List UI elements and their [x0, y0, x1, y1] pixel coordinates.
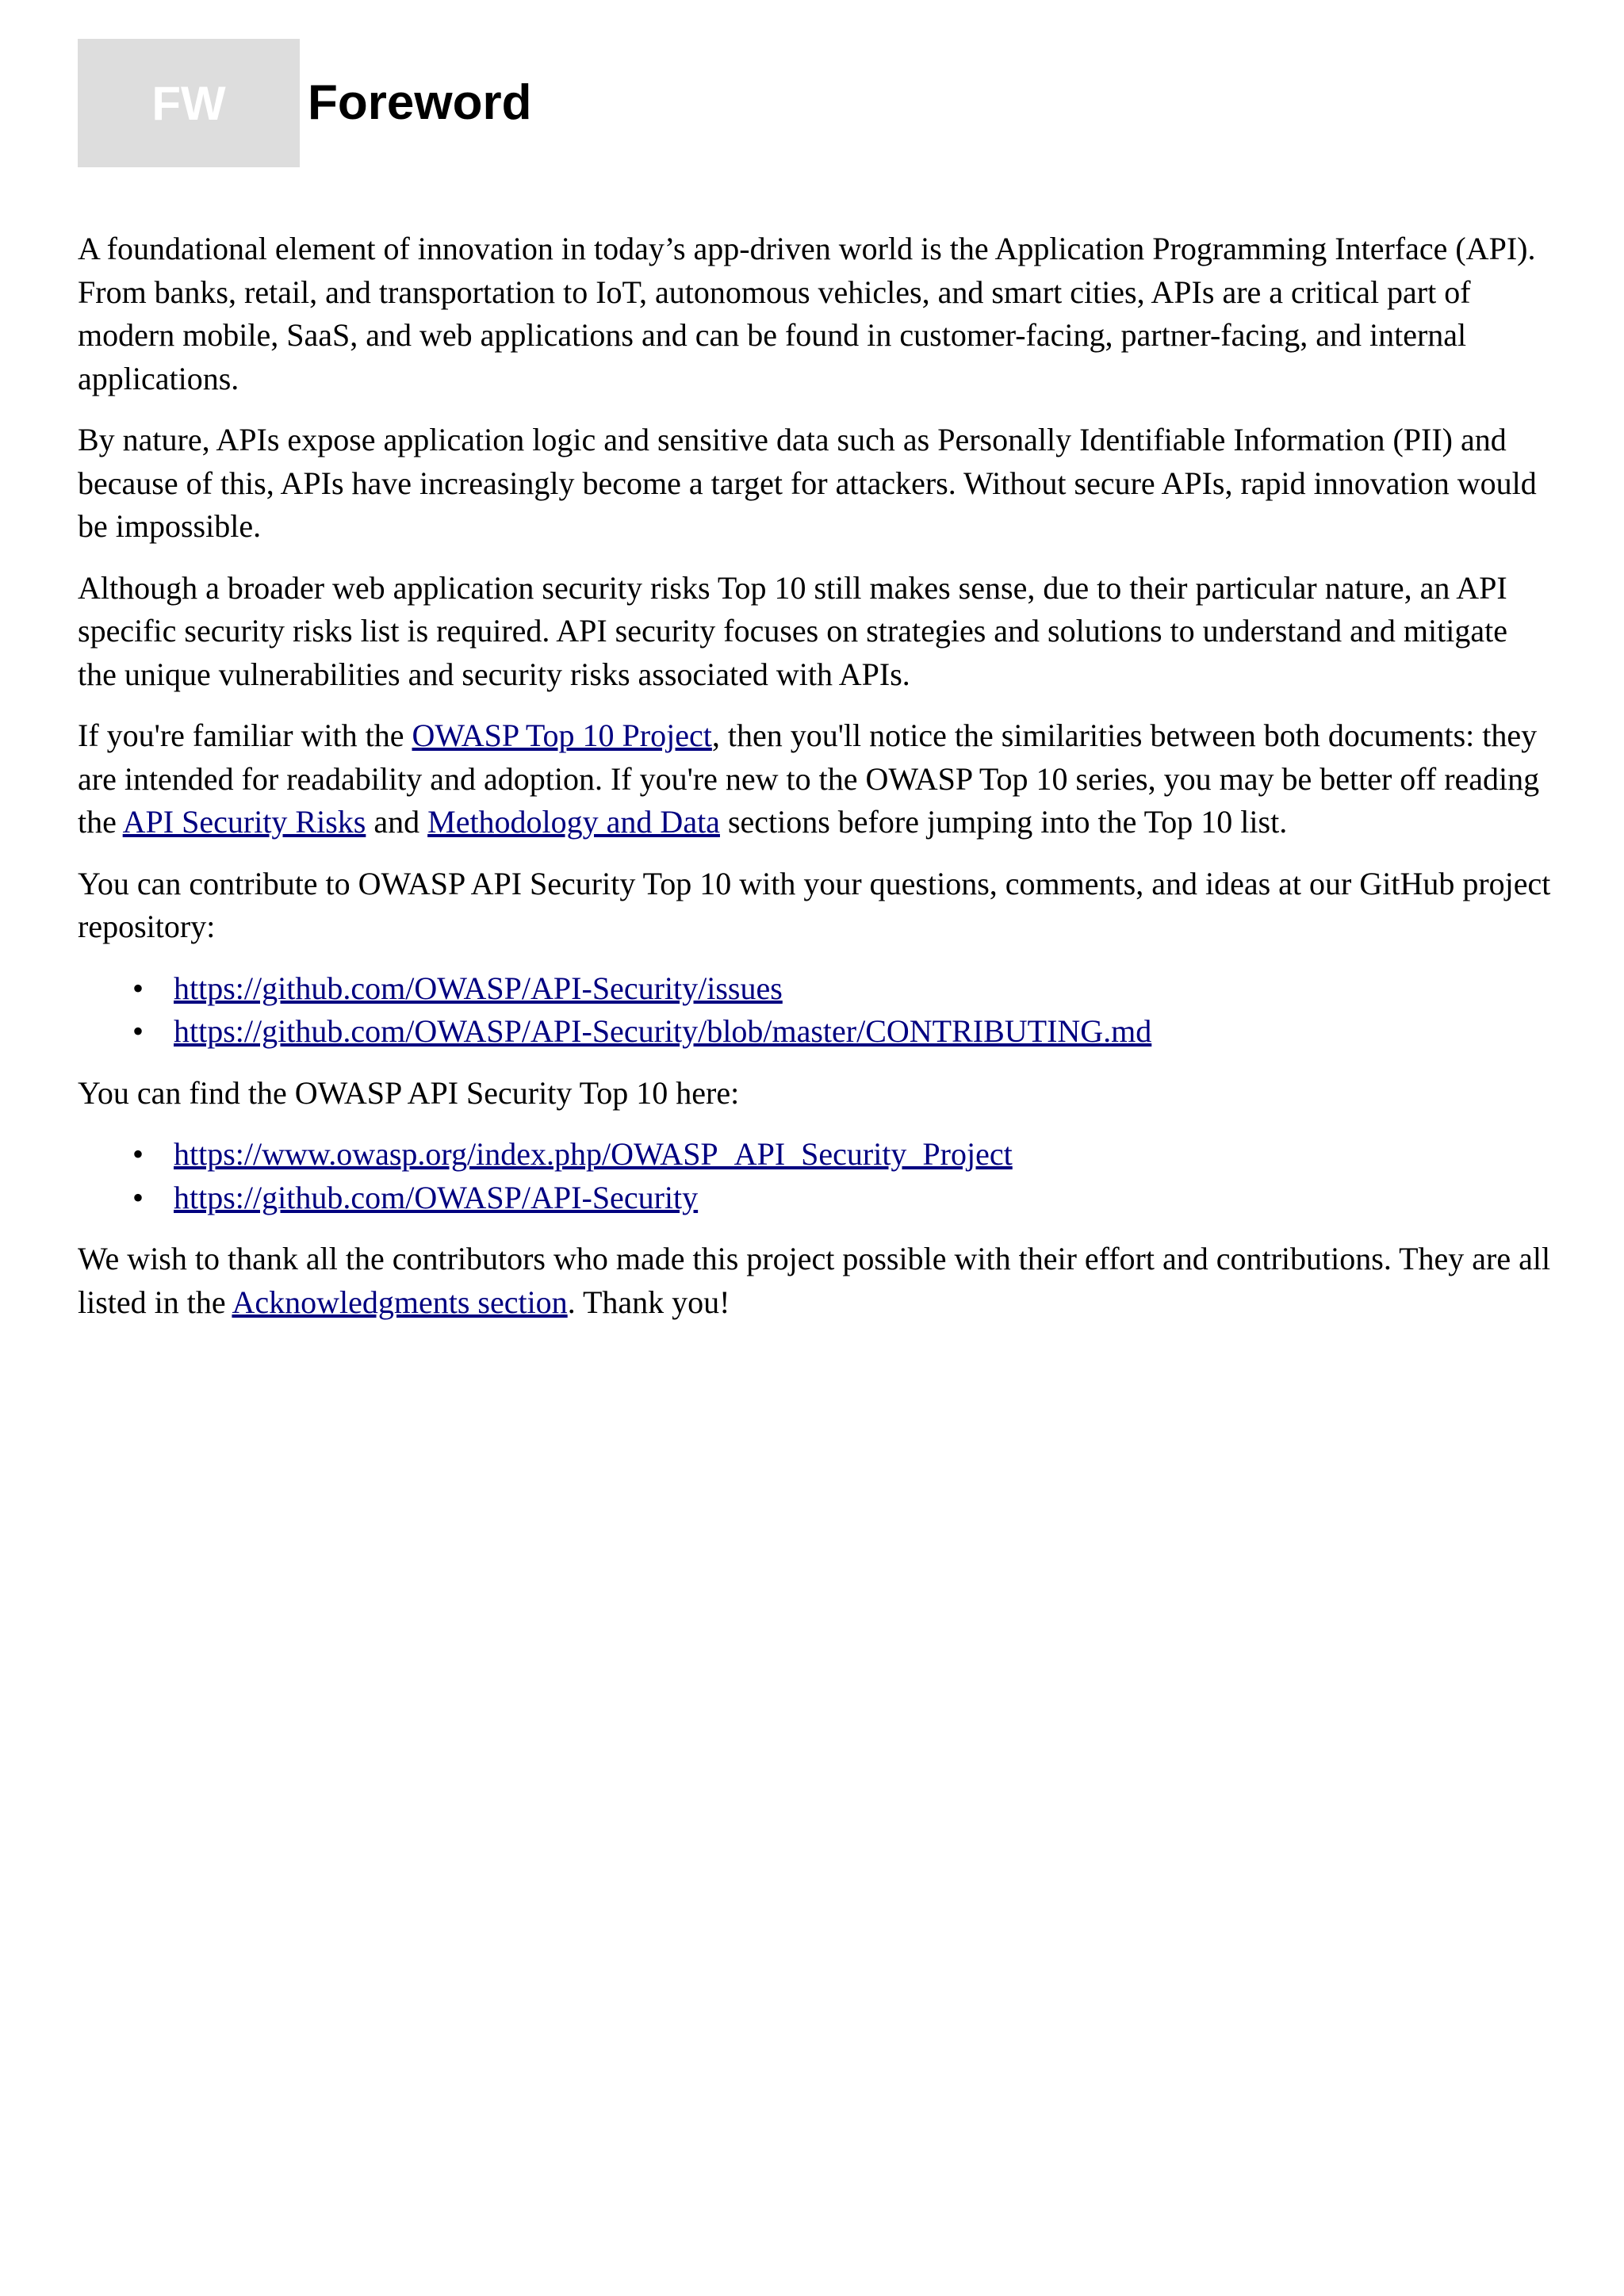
text-segment: and [366, 804, 428, 840]
bullet-icon: • [132, 1136, 144, 1172]
owasp-project-page-link[interactable]: https://www.owasp.org/index.php/OWASP_API_Security_Project [174, 1136, 1013, 1172]
bullet-icon: • [132, 1179, 144, 1215]
bullet-icon: • [132, 1013, 144, 1049]
text-segment: , then you'll notice the similarities between both documents: they are intended for readability and adoption. If you're new to the OWASP Top 10 series, you may be better off reading the [78, 718, 1540, 840]
github-contributing-link[interactable]: https://github.com/OWASP/API-Security/blob/master/CONTRIBUTING.md [174, 1013, 1152, 1049]
document-page [78, 39, 1553, 1342]
github-issues-link[interactable]: https://github.com/OWASP/API-Security/issues [174, 970, 783, 1006]
text-segment: sections before jumping into the Top 10 list. [719, 804, 1288, 840]
contribute-link-list [78, 967, 1553, 1054]
acknowledgments-link[interactable]: Acknowledgments section [232, 1284, 568, 1320]
paragraph-api-specific: Although a broader web application security risks Top 10 still makes sense, due to their particular nature, an API specific security risks list is required. API security focuses on strategies and solutions to understand and mitigate the unique vulnerabilities and security risks associated with APIs. [78, 569, 1507, 692]
section-badge: FW [78, 39, 300, 167]
paragraph-thanks [78, 1238, 1553, 1324]
github-repo-link[interactable]: https://github.com/OWASP/API-Security [174, 1179, 699, 1215]
paragraph-contribute: You can contribute to OWASP API Security Top 10 with your questions, comments, and ideas at our GitHub project repository: [78, 865, 1551, 944]
list-item [132, 967, 1553, 1011]
list-item [132, 1010, 1553, 1054]
paragraph-api-nature: By nature, APIs expose application logic and sensitive data such as Personally Identifiable Information (PII) and because of this, APIs have increasingly become a target for attackers. Without secure APIs, rapid innovation would be impossible. [78, 422, 1537, 544]
text-segment: If you're familiar with the [78, 718, 412, 753]
paragraph-intro: A foundational element of innovation in today’s app-driven world is the Application Programming Interface (API). From banks, retail, and transportation to IoT, autonomous vehicles, and smart cities, APIs are a critical part of modern mobile, SaaS, and web applications and can be found in customer-facing, partner-facing, and internal applications. [78, 231, 1536, 396]
paragraph-find: You can find the OWASP API Security Top 10 here: [78, 1074, 740, 1111]
owasp-top10-project-link[interactable]: OWASP Top 10 Project [412, 718, 712, 753]
document-body [78, 228, 1553, 1324]
list-item [132, 1133, 1553, 1177]
find-link-list [78, 1133, 1553, 1219]
methodology-and-data-link[interactable]: Methodology and Data [427, 804, 720, 840]
section-header [78, 39, 1553, 167]
text-segment: We wish to thank all the contributors who made this project possible with their effort and contributions. They are all listed in the [78, 1241, 1551, 1320]
text-segment: . Thank you! [567, 1284, 730, 1320]
bullet-icon: • [132, 970, 144, 1006]
paragraph-owasp-top10 [78, 714, 1553, 844]
page-title: Foreword [308, 75, 532, 130]
list-item [132, 1177, 1553, 1220]
api-security-risks-link[interactable]: API Security Risks [122, 804, 366, 840]
